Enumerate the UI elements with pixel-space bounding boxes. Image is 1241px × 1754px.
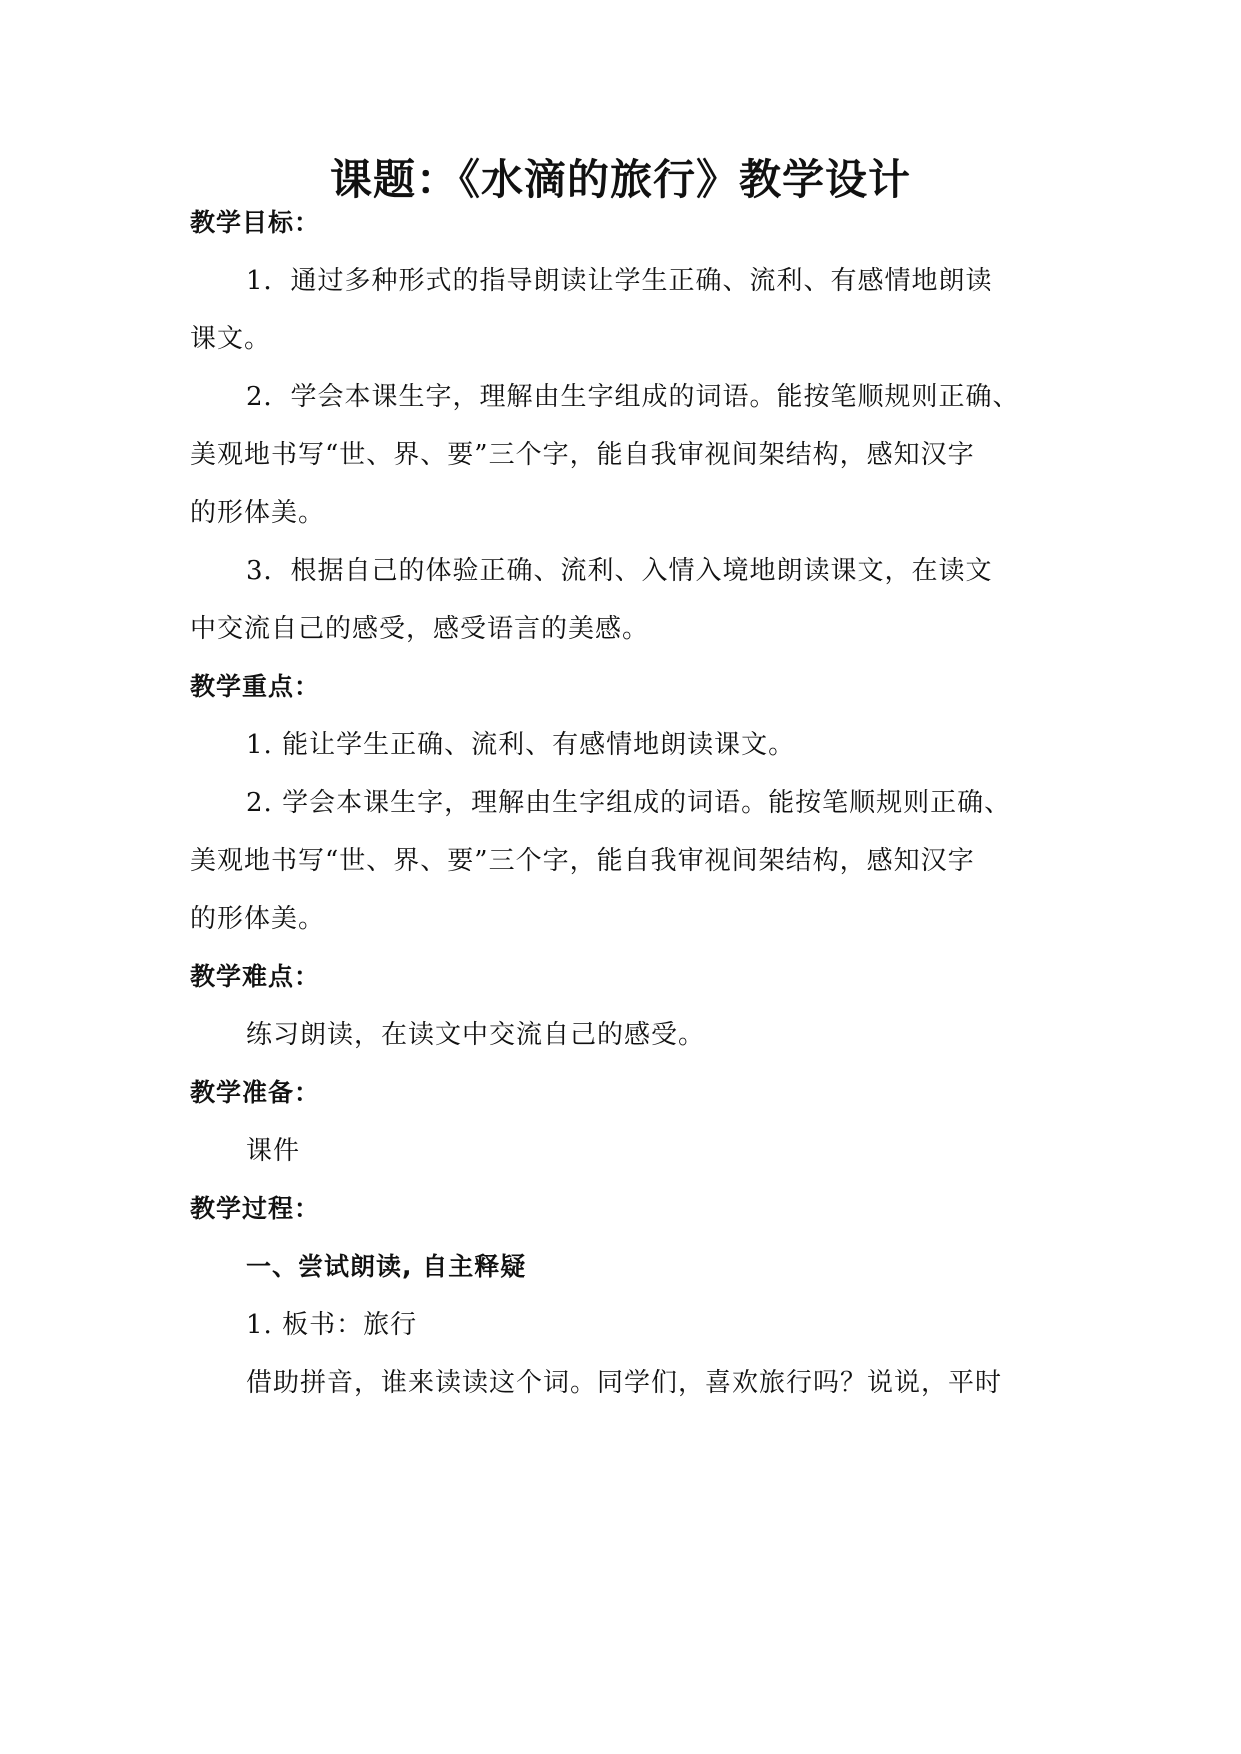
process-step-1-text: 借助拼音，谁来读读这个词。同学们，喜欢旅行吗？说说，平时 <box>246 1368 1003 1398</box>
difficulties-heading: 教学难点： <box>190 962 321 991</box>
difficulties-text: 练习朗读，在读文中交流自己的感受。 <box>246 1020 706 1050</box>
key-point-2-line-1: 2. 学会本课生字，理解由生字组成的词语。能按笔顺规则正确、 <box>246 788 1012 818</box>
key-points-heading: 教学重点： <box>190 672 321 701</box>
key-point-2-line-3: 的形体美。 <box>190 904 326 934</box>
key-point-1: 1. 能让学生正确、流利、有感情地朗读课文。 <box>246 730 796 760</box>
process-heading: 教学过程： <box>190 1194 321 1223</box>
objective-1-line-1: 1．通过多种形式的指导朗读让学生正确、流利、有感情地朗读 <box>246 266 993 296</box>
objective-3-line-2: 中交流自己的感受，感受语言的美感。 <box>190 614 650 644</box>
objective-2-line-2: 美观地书写“世、界、要”三个字，能自我审视间架结构，感知汉字 <box>190 440 975 470</box>
preparation-heading: 教学准备： <box>190 1078 321 1107</box>
objective-3-line-1: 3．根据自己的体验正确、流利、入情入境地朗读课文，在读文 <box>246 556 993 586</box>
objectives-heading: 教学目标： <box>190 208 321 237</box>
process-section-1-title: 一、尝试朗读, 自主释疑 <box>246 1252 527 1281</box>
document-title: 课题：《水滴的旅行》教学设计 <box>329 155 911 204</box>
preparation-text: 课件 <box>246 1136 301 1166</box>
process-step-1: 1. 板书：旅行 <box>246 1310 418 1340</box>
key-point-2-line-2: 美观地书写“世、界、要”三个字，能自我审视间架结构，感知汉字 <box>190 846 975 876</box>
objective-1-line-2: 课文。 <box>190 324 272 354</box>
objective-2-line-1: 2．学会本课生字，理解由生字组成的词语。能按笔顺规则正确、 <box>246 382 1020 412</box>
objective-2-line-3: 的形体美。 <box>190 498 326 528</box>
